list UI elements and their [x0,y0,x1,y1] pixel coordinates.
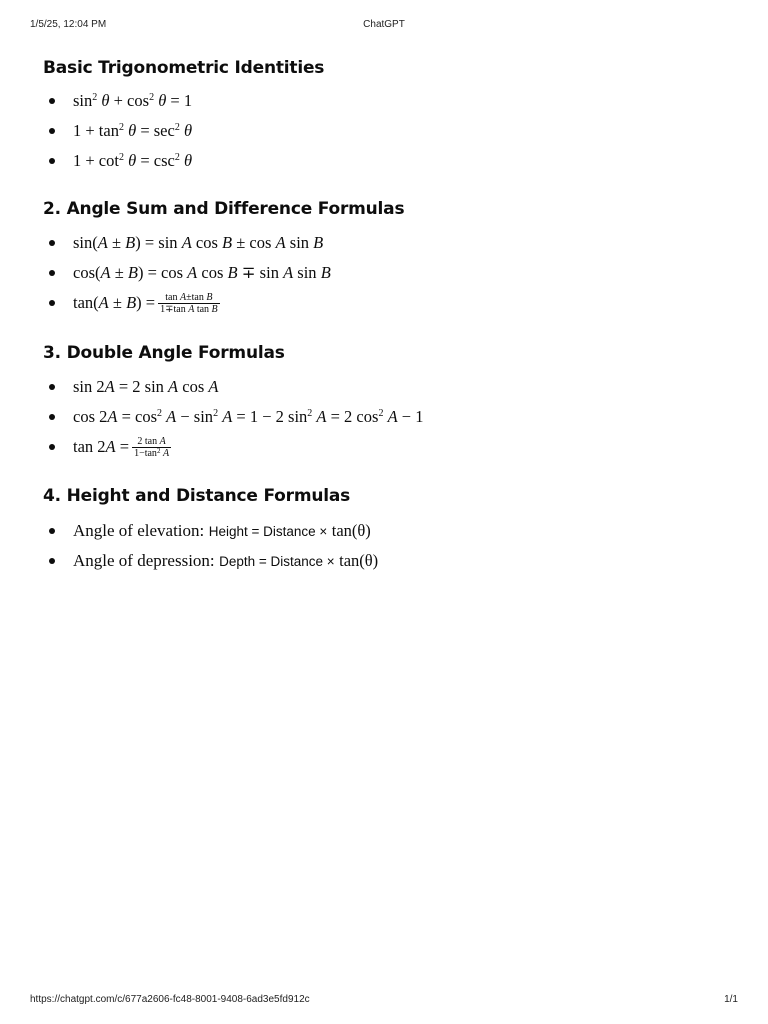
elevation-formula-text: Height = Distance × [208,524,328,539]
list-item [43,146,192,176]
bullet-icon [49,270,55,276]
bullet-icon [49,528,55,534]
section-title-double: 3. Double Angle Formulas [43,343,285,363]
sum-diff-list [43,228,331,318]
depression-formula-text: Depth = Distance × [219,554,335,569]
page-url: https://chatgpt.com/c/677a2606-fc48-8001-9408-6ad3e5fd912c [30,994,310,1005]
height-distance-list [43,516,378,576]
bullet-icon [49,414,55,420]
print-title: ChatGPT [363,19,405,30]
list-item [43,258,331,288]
depression-label: Angle of depression: [73,551,215,570]
formula: sin(A ± B) = sin A cos B ± cos A sin B [73,233,324,252]
list-item [43,86,192,116]
bullet-icon [49,98,55,104]
formula: cos(A ± B) = cos A cos B ∓ sin A sin B [73,263,331,282]
list-item [43,516,378,546]
formula: tan 2A = $\frac{\text{2 tan A}}{1-\tan^2 A}$ [73,435,170,459]
basic-identities-list [43,86,192,176]
page-number: 1/1 [724,994,738,1005]
double-angle-list [43,372,423,462]
list-item [43,228,331,258]
fraction: $\frac{\text{2 tan A}}{1-\tan^2 A}$ [134,435,170,459]
list-item [43,372,423,402]
bullet-icon [49,444,55,450]
bullet-icon [49,384,55,390]
print-datetime: 1/5/25, 12:04 PM [30,19,107,30]
bullet-icon [49,558,55,564]
elevation-label: Angle of elevation: [73,521,205,540]
bullet-icon [49,300,55,306]
formula: $1 + \cot^2 \theta = \csc^2 \theta$ [73,151,193,170]
list-item [43,402,423,432]
list-item [43,116,192,146]
section-title-basic: Basic Trigonometric Identities [43,58,325,78]
fraction: $\frac{\text{tan A±tan B}}{\text{1∓tan A tan B}}$ [160,291,218,315]
elevation-formula-tan: tan(θ) [331,521,371,540]
section-title-height: 4. Height and Distance Formulas [43,486,351,506]
list-item [43,546,378,576]
formula: $1 + \tan^2 \theta = \sec^2 \theta$ [73,121,193,140]
section-title-sum-diff: 2. Angle Sum and Difference Formulas [43,199,405,219]
formula: tan(A ± B) = $\frac{\text{tan A±tan B}}{\text{1∓tan A tan B}}$ [73,291,218,315]
formula: sin 2A = 2 sin A cos A [73,377,219,396]
print-header [30,19,738,33]
list-item [43,288,331,318]
formula: $\sin^2 \theta + \cos^2 \theta = 1$ [73,91,193,110]
bullet-icon [49,158,55,164]
bullet-icon [49,128,55,134]
formula: $\cos 2A = \cos^2 A - \sin^2 A = 1 - 2$ $\sin^2 A = 2$ $\cos^2 A - 1$ [73,407,424,426]
bullet-icon [49,240,55,246]
depression-formula-tan: tan(θ) [339,551,379,570]
print-footer [30,994,738,1008]
list-item [43,432,423,462]
